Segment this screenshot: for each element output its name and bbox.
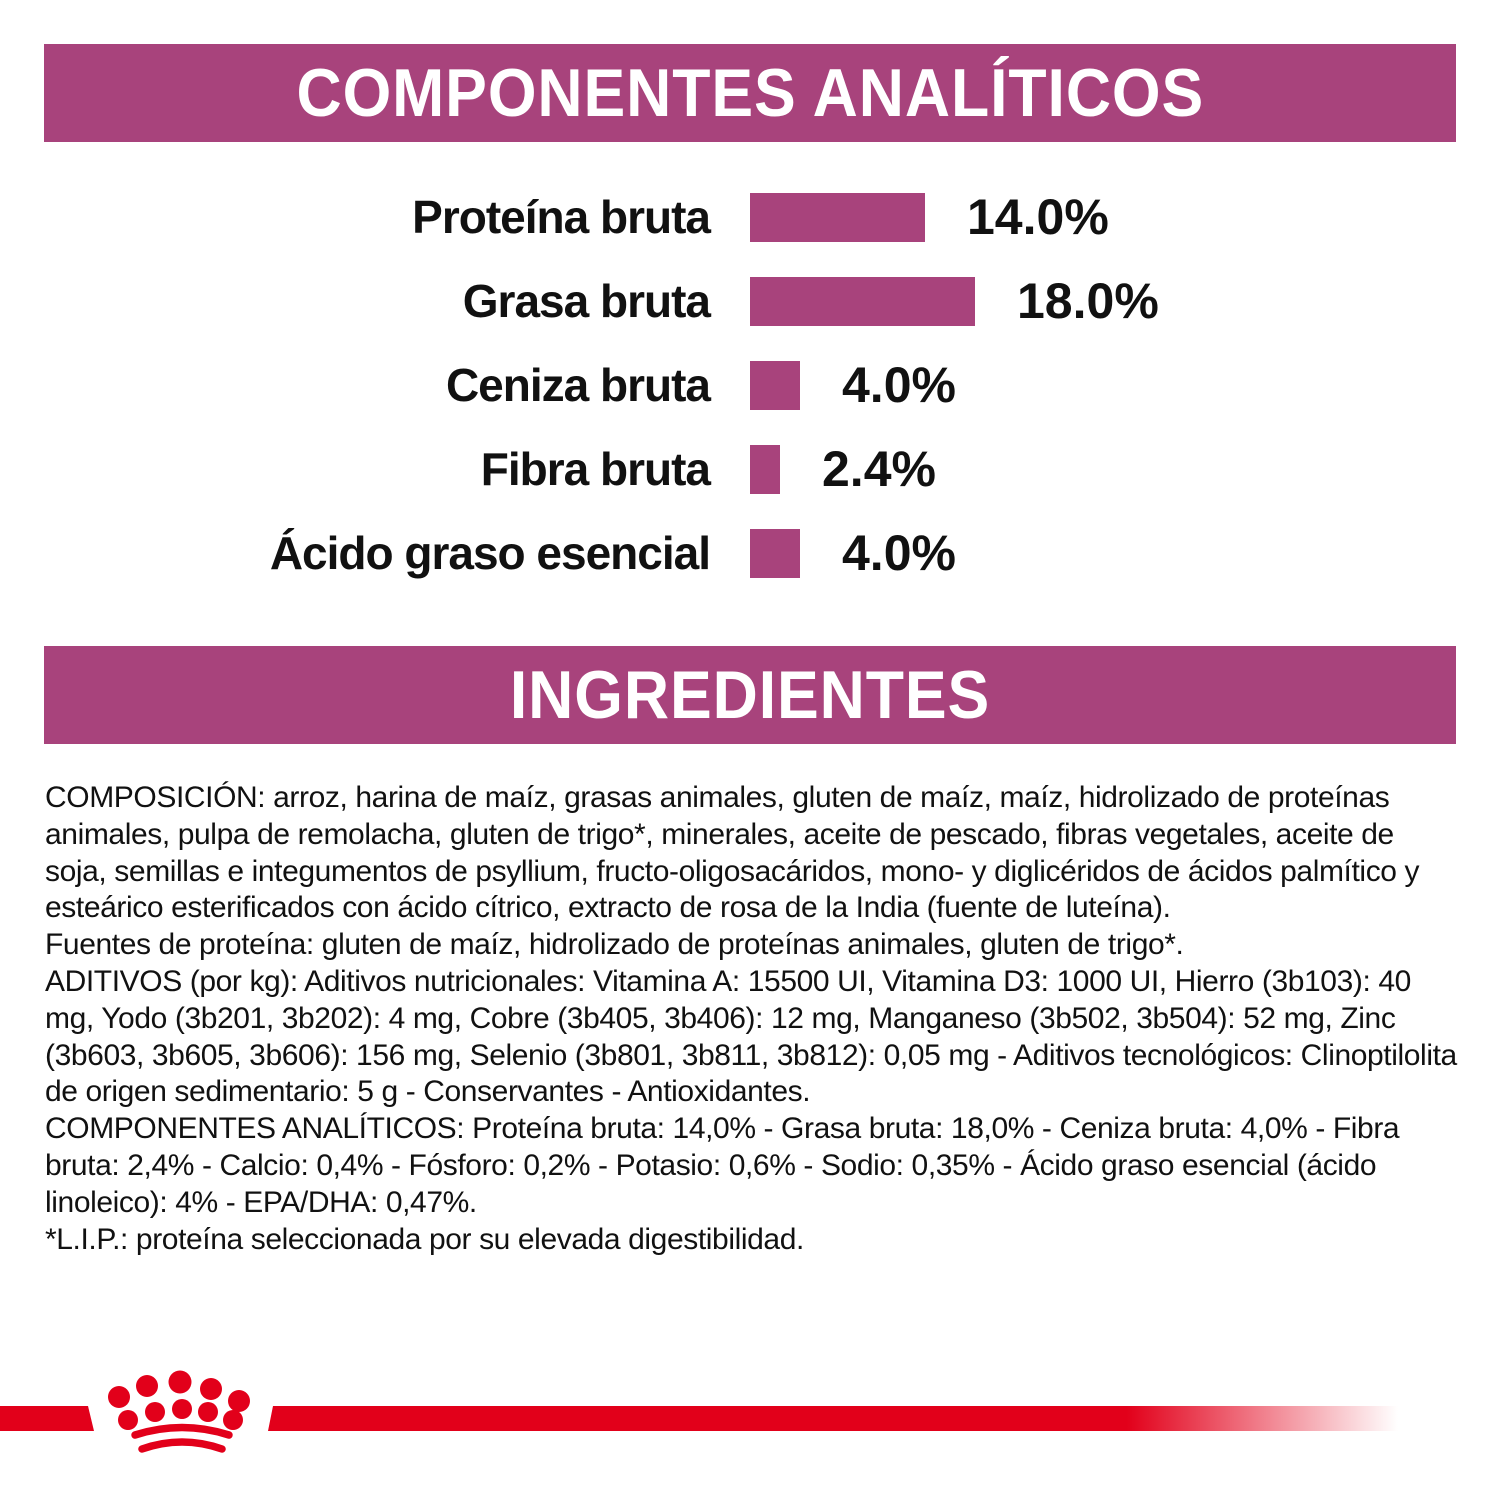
- chart-row: [0, 343, 1500, 427]
- row-bar: [750, 361, 800, 410]
- chart-row: [0, 259, 1500, 343]
- row-value: 14.0%: [967, 189, 1109, 245]
- protein-sources-paragraph: Fuentes de proteína: gluten de maíz, hidrolizado de proteínas animales, gluten de trigo*.: [45, 928, 1184, 962]
- analytical-chart: [0, 175, 1500, 595]
- row-value: 2.4%: [822, 441, 936, 497]
- row-value: 4.0%: [842, 357, 956, 413]
- red-divider-line-left: [0, 1406, 94, 1431]
- royal-canin-crown-icon: [100, 1366, 260, 1458]
- additives-paragraph: ADITIVOS (por kg): Aditivos nutricionales: Vitamina A: 15500 UI, Vitamina D3: 1000 UI, Hierro (3b103): 40 mg, Yodo (3b201, 3b202): 4 mg, Cobre (3b405, 3b406): 12 mg, Manganeso (3b502, 3b504): 52 mg, Zinc (3b603, 3b605, 3b606): 156 mg, Selenio (3b801, 3b811, 3b812): 0,05 mg - Aditivos tecnológicos: Clinoptilolita de origen sedimentario: 5 g - Conservantes - Antioxidantes.: [45, 964, 1457, 1109]
- row-value: 4.0%: [842, 525, 956, 581]
- row-label: Fibra bruta: [480, 443, 710, 495]
- analytical-components-title: COMPONENTES ANALÍTICOS: [296, 55, 1204, 131]
- composition-paragraph: COMPOSICIÓN: arroz, harina de maíz, grasas animales, gluten de maíz, maíz, hidrolizado de proteínas animales, pulpa de remolacha, gluten de trigo*, minerales, aceite de pescado, fibras vegetales, aceite de soja, semillas e integumentos de psyllium, fructo-oligosacáridos, mono- y diglicéridos de ácidos palmítico y esteárico esterificados con ácido cítrico, extracto de rosa de la India (fuente de luteína).: [45, 781, 1420, 925]
- row-label: Proteína bruta: [412, 191, 710, 243]
- row-value: 18.0%: [1017, 273, 1159, 329]
- row-bar: [750, 277, 975, 326]
- row-bar: [750, 529, 800, 578]
- analytical-components-banner: [44, 44, 1456, 142]
- row-bar: [750, 445, 780, 494]
- ingredients-title: INGREDIENTES: [509, 657, 991, 733]
- row-bar: [750, 193, 925, 242]
- chart-row: [0, 427, 1500, 511]
- row-label: Grasa bruta: [462, 275, 710, 327]
- ingredients-text-block: [45, 780, 1460, 1258]
- row-label: Ácido graso esencial: [269, 527, 710, 579]
- analytical-constituents-paragraph: COMPONENTES ANALÍTICOS: Proteína bruta: 14,0% - Grasa bruta: 18,0% - Ceniza bruta: 4,0% - Fibra bruta: 2,4% - Calcio: 0,4% - Fósforo: 0,2% - Potasio: 0,6% - Sodio: 0,35% - Ácido graso esencial (ácido linoleico): 4% - EPA/DHA: 0,47%.: [45, 1112, 1400, 1219]
- chart-row: [0, 511, 1500, 595]
- chart-row: [0, 175, 1500, 259]
- row-label: Ceniza bruta: [445, 359, 710, 411]
- red-divider-line-right: [268, 1406, 1398, 1431]
- ingredients-banner: [44, 646, 1456, 744]
- lip-footnote: *L.I.P.: proteína seleccionada por su elevada digestibilidad.: [45, 1222, 804, 1256]
